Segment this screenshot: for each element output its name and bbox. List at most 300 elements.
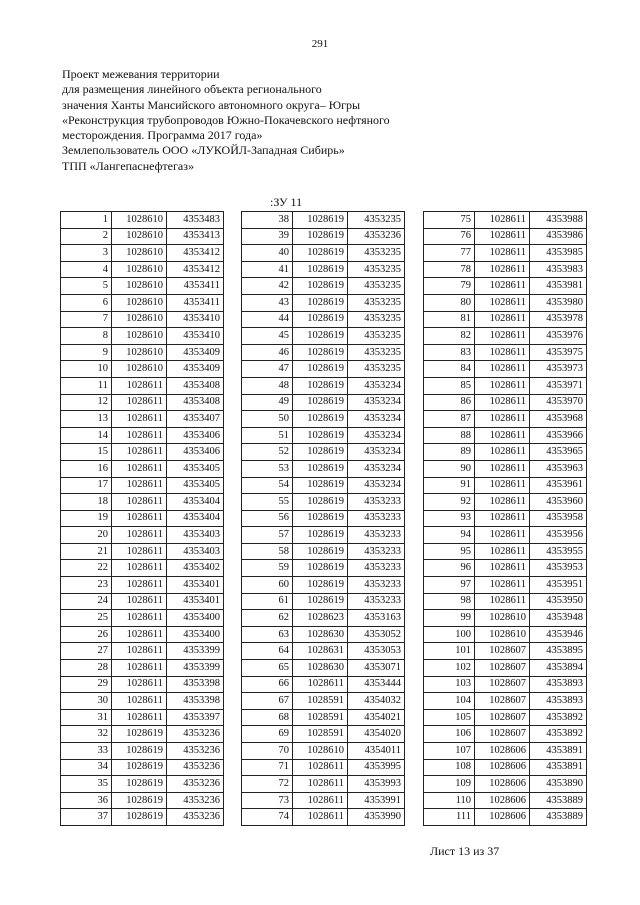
y-coordinate: 4353233 [348, 494, 405, 511]
point-number: 38 [242, 212, 293, 229]
x-coordinate: 1028610 [475, 626, 530, 643]
table-row [242, 726, 405, 743]
point-number: 109 [424, 776, 475, 793]
y-coordinate: 4353986 [530, 228, 587, 245]
point-number: 59 [242, 560, 293, 577]
table-row [61, 510, 224, 527]
table-row [424, 411, 587, 428]
x-coordinate: 1028610 [112, 228, 167, 245]
point-number: 95 [424, 543, 475, 560]
header-line: «Реконструкция трубопроводов Южно-Покачевского нефтяного [62, 112, 390, 127]
point-number: 14 [61, 427, 112, 444]
y-coordinate: 4353398 [167, 693, 224, 710]
point-number: 33 [61, 743, 112, 760]
x-coordinate: 1028611 [475, 510, 530, 527]
point-number: 78 [424, 261, 475, 278]
point-number: 3 [61, 245, 112, 262]
table-row [424, 245, 587, 262]
table-row [242, 593, 405, 610]
table-row [242, 212, 405, 229]
point-number: 77 [424, 245, 475, 262]
table-row [61, 809, 224, 826]
point-number: 82 [424, 328, 475, 345]
x-coordinate: 1028619 [293, 261, 348, 278]
header-line: ТПП «Лангепаснефтегаз» [62, 158, 194, 173]
x-coordinate: 1028619 [293, 361, 348, 378]
point-number: 73 [242, 792, 293, 809]
y-coordinate: 4353893 [530, 676, 587, 693]
header-line: месторождения. Программа 2017 года» [62, 128, 263, 143]
x-coordinate: 1028611 [475, 228, 530, 245]
point-number: 31 [61, 709, 112, 726]
x-coordinate: 1028606 [475, 759, 530, 776]
y-coordinate: 4353980 [530, 294, 587, 311]
x-coordinate: 1028607 [475, 676, 530, 693]
y-coordinate: 4353400 [167, 610, 224, 627]
x-coordinate: 1028611 [112, 427, 167, 444]
y-coordinate: 4353951 [530, 577, 587, 594]
table-row [424, 726, 587, 743]
table-row [61, 709, 224, 726]
y-coordinate: 4353400 [167, 626, 224, 643]
point-number: 103 [424, 676, 475, 693]
x-coordinate: 1028591 [293, 709, 348, 726]
y-coordinate: 4353163 [348, 610, 405, 627]
point-number: 106 [424, 726, 475, 743]
point-number: 66 [242, 676, 293, 693]
point-number: 42 [242, 278, 293, 295]
x-coordinate: 1028611 [112, 626, 167, 643]
point-number: 74 [242, 809, 293, 826]
table-row [242, 643, 405, 660]
point-number: 11 [61, 377, 112, 394]
table-row [61, 212, 224, 229]
point-number: 98 [424, 593, 475, 610]
x-coordinate: 1028610 [112, 212, 167, 229]
table-row [61, 377, 224, 394]
x-coordinate: 1028631 [293, 643, 348, 660]
x-coordinate: 1028611 [475, 444, 530, 461]
point-number: 96 [424, 560, 475, 577]
point-number: 81 [424, 311, 475, 328]
point-number: 40 [242, 245, 293, 262]
point-number: 46 [242, 344, 293, 361]
point-number: 92 [424, 494, 475, 511]
x-coordinate: 1028607 [475, 643, 530, 660]
x-coordinate: 1028611 [112, 709, 167, 726]
y-coordinate: 4353891 [530, 743, 587, 760]
table-row [242, 693, 405, 710]
x-coordinate: 1028619 [293, 278, 348, 295]
x-coordinate: 1028611 [112, 460, 167, 477]
x-coordinate: 1028611 [475, 527, 530, 544]
point-number: 36 [61, 792, 112, 809]
x-coordinate: 1028611 [475, 577, 530, 594]
table-row [61, 328, 224, 345]
table-row [242, 510, 405, 527]
table-row [61, 411, 224, 428]
point-number: 70 [242, 743, 293, 760]
table-row [242, 543, 405, 560]
point-number: 111 [424, 809, 475, 826]
y-coordinate: 4353235 [348, 311, 405, 328]
table-row [424, 361, 587, 378]
header-line: Проект межевания территории [62, 67, 220, 81]
y-coordinate: 4354020 [348, 726, 405, 743]
point-number: 4 [61, 261, 112, 278]
table-row [242, 660, 405, 677]
point-number: 5 [61, 278, 112, 295]
x-coordinate: 1028619 [293, 427, 348, 444]
y-coordinate: 4353402 [167, 560, 224, 577]
y-coordinate: 4353401 [167, 593, 224, 610]
point-number: 53 [242, 460, 293, 477]
y-coordinate: 4353236 [167, 759, 224, 776]
point-number: 29 [61, 676, 112, 693]
y-coordinate: 4353235 [348, 328, 405, 345]
y-coordinate: 4353968 [530, 411, 587, 428]
x-coordinate: 1028611 [475, 212, 530, 229]
table-row [242, 261, 405, 278]
y-coordinate: 4353236 [167, 776, 224, 793]
point-number: 21 [61, 543, 112, 560]
x-coordinate: 1028630 [293, 660, 348, 677]
point-number: 55 [242, 494, 293, 511]
point-number: 19 [61, 510, 112, 527]
x-coordinate: 1028619 [293, 494, 348, 511]
x-coordinate: 1028611 [475, 245, 530, 262]
point-number: 100 [424, 626, 475, 643]
point-number: 52 [242, 444, 293, 461]
x-coordinate: 1028611 [112, 660, 167, 677]
x-coordinate: 1028606 [475, 792, 530, 809]
table-row [424, 560, 587, 577]
y-coordinate: 4353408 [167, 394, 224, 411]
table-row [242, 311, 405, 328]
x-coordinate: 1028610 [112, 245, 167, 262]
table-row [242, 344, 405, 361]
y-coordinate: 4353985 [530, 245, 587, 262]
x-coordinate: 1028610 [293, 743, 348, 760]
x-coordinate: 1028610 [112, 361, 167, 378]
coordinates-table-3 [423, 211, 587, 826]
x-coordinate: 1028619 [112, 809, 167, 826]
x-coordinate: 1028619 [293, 543, 348, 560]
y-coordinate: 4354011 [348, 743, 405, 760]
point-number: 85 [424, 377, 475, 394]
table-row [242, 792, 405, 809]
table-row [242, 809, 405, 826]
x-coordinate: 1028611 [112, 444, 167, 461]
table-row [242, 245, 405, 262]
table-row [61, 278, 224, 295]
x-coordinate: 1028619 [293, 411, 348, 428]
table-row [61, 477, 224, 494]
x-coordinate: 1028619 [293, 577, 348, 594]
y-coordinate: 4353235 [348, 361, 405, 378]
table-row [424, 626, 587, 643]
point-number: 2 [61, 228, 112, 245]
y-coordinate: 4353413 [167, 228, 224, 245]
x-coordinate: 1028619 [112, 726, 167, 743]
table-row [61, 527, 224, 544]
table-row [242, 610, 405, 627]
x-coordinate: 1028606 [475, 743, 530, 760]
table-row [61, 494, 224, 511]
y-coordinate: 4353966 [530, 427, 587, 444]
y-coordinate: 4353397 [167, 709, 224, 726]
y-coordinate: 4353233 [348, 577, 405, 594]
y-coordinate: 4353410 [167, 328, 224, 345]
table-row [242, 427, 405, 444]
x-coordinate: 1028630 [293, 626, 348, 643]
point-number: 15 [61, 444, 112, 461]
y-coordinate: 4353235 [348, 245, 405, 262]
x-coordinate: 1028619 [112, 743, 167, 760]
header-line: Землепользователь ООО «ЛУКОЙЛ-Западная Сибирь» [62, 143, 345, 158]
point-number: 71 [242, 759, 293, 776]
x-coordinate: 1028619 [293, 377, 348, 394]
y-coordinate: 4353408 [167, 377, 224, 394]
y-coordinate: 4353889 [530, 809, 587, 826]
point-number: 84 [424, 361, 475, 378]
table-row [242, 743, 405, 760]
y-coordinate: 4353409 [167, 344, 224, 361]
x-coordinate: 1028611 [112, 394, 167, 411]
x-coordinate: 1028607 [475, 693, 530, 710]
table-row [61, 593, 224, 610]
y-coordinate: 4353235 [348, 261, 405, 278]
x-coordinate: 1028619 [112, 776, 167, 793]
point-number: 47 [242, 361, 293, 378]
table-row [61, 759, 224, 776]
point-number: 9 [61, 344, 112, 361]
point-number: 87 [424, 411, 475, 428]
table-row [242, 709, 405, 726]
y-coordinate: 4353948 [530, 610, 587, 627]
y-coordinate: 4353950 [530, 593, 587, 610]
x-coordinate: 1028619 [293, 245, 348, 262]
table-row [61, 311, 224, 328]
table-row [424, 261, 587, 278]
point-number: 58 [242, 543, 293, 560]
table-row [61, 361, 224, 378]
x-coordinate: 1028611 [475, 328, 530, 345]
point-number: 76 [424, 228, 475, 245]
table-row [424, 477, 587, 494]
table-row [424, 344, 587, 361]
page-number: 291 [311, 38, 329, 50]
point-number: 107 [424, 743, 475, 760]
point-number: 94 [424, 527, 475, 544]
x-coordinate: 1028611 [475, 460, 530, 477]
x-coordinate: 1028611 [475, 344, 530, 361]
y-coordinate: 4353234 [348, 444, 405, 461]
table-row [242, 776, 405, 793]
y-coordinate: 4353995 [348, 759, 405, 776]
table-row [61, 792, 224, 809]
x-coordinate: 1028591 [293, 726, 348, 743]
x-coordinate: 1028619 [293, 328, 348, 345]
table-row [61, 626, 224, 643]
x-coordinate: 1028611 [293, 676, 348, 693]
x-coordinate: 1028611 [475, 361, 530, 378]
y-coordinate: 4353404 [167, 494, 224, 511]
y-coordinate: 4353407 [167, 411, 224, 428]
point-number: 93 [424, 510, 475, 527]
y-coordinate: 4353234 [348, 477, 405, 494]
table-row [61, 460, 224, 477]
table-row [61, 294, 224, 311]
x-coordinate: 1028611 [112, 411, 167, 428]
table-row [242, 444, 405, 461]
table-row [242, 560, 405, 577]
table-row [242, 294, 405, 311]
table-row [61, 693, 224, 710]
y-coordinate: 4353444 [348, 676, 405, 693]
point-number: 8 [61, 328, 112, 345]
y-coordinate: 4353983 [530, 261, 587, 278]
point-number: 28 [61, 660, 112, 677]
table-row [61, 394, 224, 411]
point-number: 34 [61, 759, 112, 776]
y-coordinate: 4353406 [167, 427, 224, 444]
point-number: 30 [61, 693, 112, 710]
x-coordinate: 1028611 [475, 411, 530, 428]
y-coordinate: 4353411 [167, 278, 224, 295]
y-coordinate: 4353958 [530, 510, 587, 527]
x-coordinate: 1028611 [293, 776, 348, 793]
y-coordinate: 4353953 [530, 560, 587, 577]
x-coordinate: 1028610 [112, 294, 167, 311]
point-number: 27 [61, 643, 112, 660]
point-number: 18 [61, 494, 112, 511]
y-coordinate: 4353234 [348, 460, 405, 477]
y-coordinate: 4353412 [167, 261, 224, 278]
point-number: 61 [242, 593, 293, 610]
point-number: 72 [242, 776, 293, 793]
table-row [424, 494, 587, 511]
point-number: 41 [242, 261, 293, 278]
table-row [424, 543, 587, 560]
y-coordinate: 4353892 [530, 709, 587, 726]
table-row [61, 577, 224, 594]
x-coordinate: 1028610 [112, 278, 167, 295]
y-coordinate: 4353963 [530, 460, 587, 477]
point-number: 56 [242, 510, 293, 527]
point-number: 105 [424, 709, 475, 726]
y-coordinate: 4353960 [530, 494, 587, 511]
y-coordinate: 4353894 [530, 660, 587, 677]
table-row [242, 626, 405, 643]
y-coordinate: 4353233 [348, 510, 405, 527]
point-number: 49 [242, 394, 293, 411]
table-row [424, 709, 587, 726]
table-row [242, 494, 405, 511]
point-number: 102 [424, 660, 475, 677]
point-number: 17 [61, 477, 112, 494]
point-number: 45 [242, 328, 293, 345]
x-coordinate: 1028619 [293, 593, 348, 610]
table-row [242, 411, 405, 428]
table-row [424, 228, 587, 245]
point-number: 43 [242, 294, 293, 311]
y-coordinate: 4353235 [348, 344, 405, 361]
table-row [61, 261, 224, 278]
x-coordinate: 1028611 [112, 593, 167, 610]
y-coordinate: 4353990 [348, 809, 405, 826]
y-coordinate: 4353988 [530, 212, 587, 229]
y-coordinate: 4353235 [348, 294, 405, 311]
table-row [424, 759, 587, 776]
y-coordinate: 4353975 [530, 344, 587, 361]
document-header [62, 67, 582, 174]
point-number: 99 [424, 610, 475, 627]
point-number: 79 [424, 278, 475, 295]
point-number: 26 [61, 626, 112, 643]
table-row [424, 776, 587, 793]
table-row [242, 460, 405, 477]
y-coordinate: 4353981 [530, 278, 587, 295]
point-number: 50 [242, 411, 293, 428]
x-coordinate: 1028619 [293, 294, 348, 311]
x-coordinate: 1028611 [112, 676, 167, 693]
x-coordinate: 1028611 [112, 494, 167, 511]
point-number: 104 [424, 693, 475, 710]
y-coordinate: 4353889 [530, 792, 587, 809]
point-number: 22 [61, 560, 112, 577]
y-coordinate: 4353234 [348, 427, 405, 444]
point-number: 97 [424, 577, 475, 594]
point-number: 48 [242, 377, 293, 394]
x-coordinate: 1028611 [475, 494, 530, 511]
point-number: 69 [242, 726, 293, 743]
point-number: 44 [242, 311, 293, 328]
point-number: 110 [424, 792, 475, 809]
x-coordinate: 1028611 [475, 261, 530, 278]
x-coordinate: 1028611 [112, 577, 167, 594]
point-number: 91 [424, 477, 475, 494]
x-coordinate: 1028611 [112, 693, 167, 710]
y-coordinate: 4353412 [167, 245, 224, 262]
table-row [424, 212, 587, 229]
table-row [424, 643, 587, 660]
y-coordinate: 4353971 [530, 377, 587, 394]
table-row [424, 792, 587, 809]
y-coordinate: 4353236 [348, 228, 405, 245]
table-row [424, 460, 587, 477]
header-line: для размещения линейного объекта регионального [62, 82, 322, 97]
table-row [242, 328, 405, 345]
table-row [61, 643, 224, 660]
y-coordinate: 4353410 [167, 311, 224, 328]
point-number: 64 [242, 643, 293, 660]
point-number: 57 [242, 527, 293, 544]
x-coordinate: 1028611 [475, 477, 530, 494]
x-coordinate: 1028611 [475, 377, 530, 394]
table-row [61, 743, 224, 760]
y-coordinate: 4353399 [167, 643, 224, 660]
y-coordinate: 4353895 [530, 643, 587, 660]
x-coordinate: 1028619 [293, 311, 348, 328]
y-coordinate: 4353233 [348, 593, 405, 610]
table-row [61, 427, 224, 444]
table-row [424, 278, 587, 295]
table-row [242, 477, 405, 494]
y-coordinate: 4353961 [530, 477, 587, 494]
y-coordinate: 4353233 [348, 560, 405, 577]
point-number: 101 [424, 643, 475, 660]
